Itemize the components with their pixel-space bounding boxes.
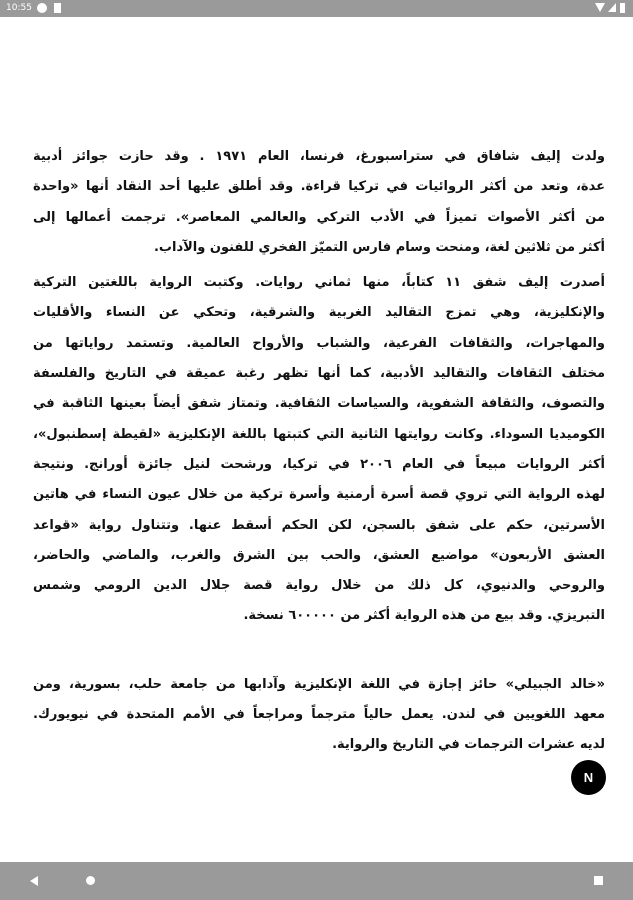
text-line: والإنكليزية، وهي تمزج التقاليد الغربية والشرقية، وتحكي عن النساء والأقليات — [33, 305, 605, 321]
status-time: 10:55 — [6, 3, 32, 13]
text-line: أصدرت إليف شفق ١١ كتاباً، منها ثماني روايات. وكتبت الرواية باللغتين التركية — [33, 275, 605, 291]
back-icon[interactable] — [30, 876, 38, 886]
paragraph — [33, 142, 605, 263]
home-icon[interactable] — [86, 876, 95, 885]
text-line: عدة، وتعد من أكثر الروائيات في تركيا قراءة. وقد أطلق عليها أحد النقاد أنها «واحدة — [33, 179, 605, 195]
text-line: الأسرتين، حكم على شفق بالسجن، لكن الحكم أسقط عنها. وتتناول رواية «قواعد — [33, 517, 605, 533]
recents-icon[interactable] — [594, 876, 603, 885]
sd-card-icon — [54, 3, 61, 13]
text-line: «خالد الجبيلي» حائز إجازة في اللغة الإنكليزية وآدابها من جامعة حلب، بسورية، ومن — [33, 676, 605, 692]
wifi-icon — [595, 3, 605, 12]
paragraph — [33, 268, 605, 632]
text-line: لهذه الرواية التي تروي قصة أسرة أرمنية وأسرة تركية من خلال عيون النساء في هاتين — [33, 487, 605, 503]
text-line: التبريزي. وقد بيع من هذه الرواية أكثر من ٦٠٠٠٠٠ نسخة. — [243, 608, 605, 624]
paragraph — [33, 670, 605, 761]
text-line: من أكثر الأصوات تميزاً في الأدب التركي والعالمي المعاصر». ترجمت أعمالها إلى — [33, 209, 605, 225]
navigation-bar — [0, 862, 633, 900]
signal-icon — [608, 3, 616, 12]
text-line: أكثر الروايات مبيعاً في العام ٢٠٠٦ في تركيا، ورشحت لنيل جائزة أورانج. ونتيجة — [33, 456, 605, 472]
text-line: مختلف الثقافات والتقاليد الأدبية، كما أنها تظهر رغبة عميقة في التاريخ والفلسفة — [33, 366, 605, 382]
text-line: العشق الأربعون» مواضيع العشق، والحب بين الشرق والغرب، والماضي والحاضر، — [33, 547, 605, 563]
n-button[interactable]: N — [571, 760, 606, 795]
text-line: الكوميديا السوداء. وكانت روايتها الثانية التي كتبتها باللغة الإنكليزية «لقيطة إسطنبول»، — [33, 426, 605, 442]
text-line: لديه عشرات الترجمات في التاريخ والرواية. — [332, 737, 605, 753]
text-line: أكثر من ثلاثين لغة، ومنحت وسام فارس التميّز الفخري للفنون والآداب. — [153, 239, 605, 255]
text-line: والتصوف، والثقافة الشفوية، والسياسات الثقافية. وتمتاز شفق أيضاً بعينها الثاقبة في — [33, 396, 605, 412]
text-line: ولدت إليف شافاق في ستراسبورغ، فرنسا، العام ١٩٧١ . وقد حازت جوائز أدبية — [33, 149, 605, 164]
text-line: والروحي والدنيوي، كل ذلك من خلال رواية قصة جلال الدين الرومي وشمس — [33, 578, 605, 594]
battery-icon — [620, 3, 625, 13]
text-line: معهد اللغويين في لندن. يعمل حالياً مترجماً ومراجعاً في الأمم المتحدة في نيويورك. — [33, 707, 605, 723]
text-line: والمهاجرات، والثقافات الفرعية، والشباب والأرواح العالمية. وتستمد رواياتها من — [33, 335, 605, 351]
book-page — [33, 142, 605, 761]
status-bar — [0, 0, 633, 17]
notification-icon — [37, 3, 47, 13]
